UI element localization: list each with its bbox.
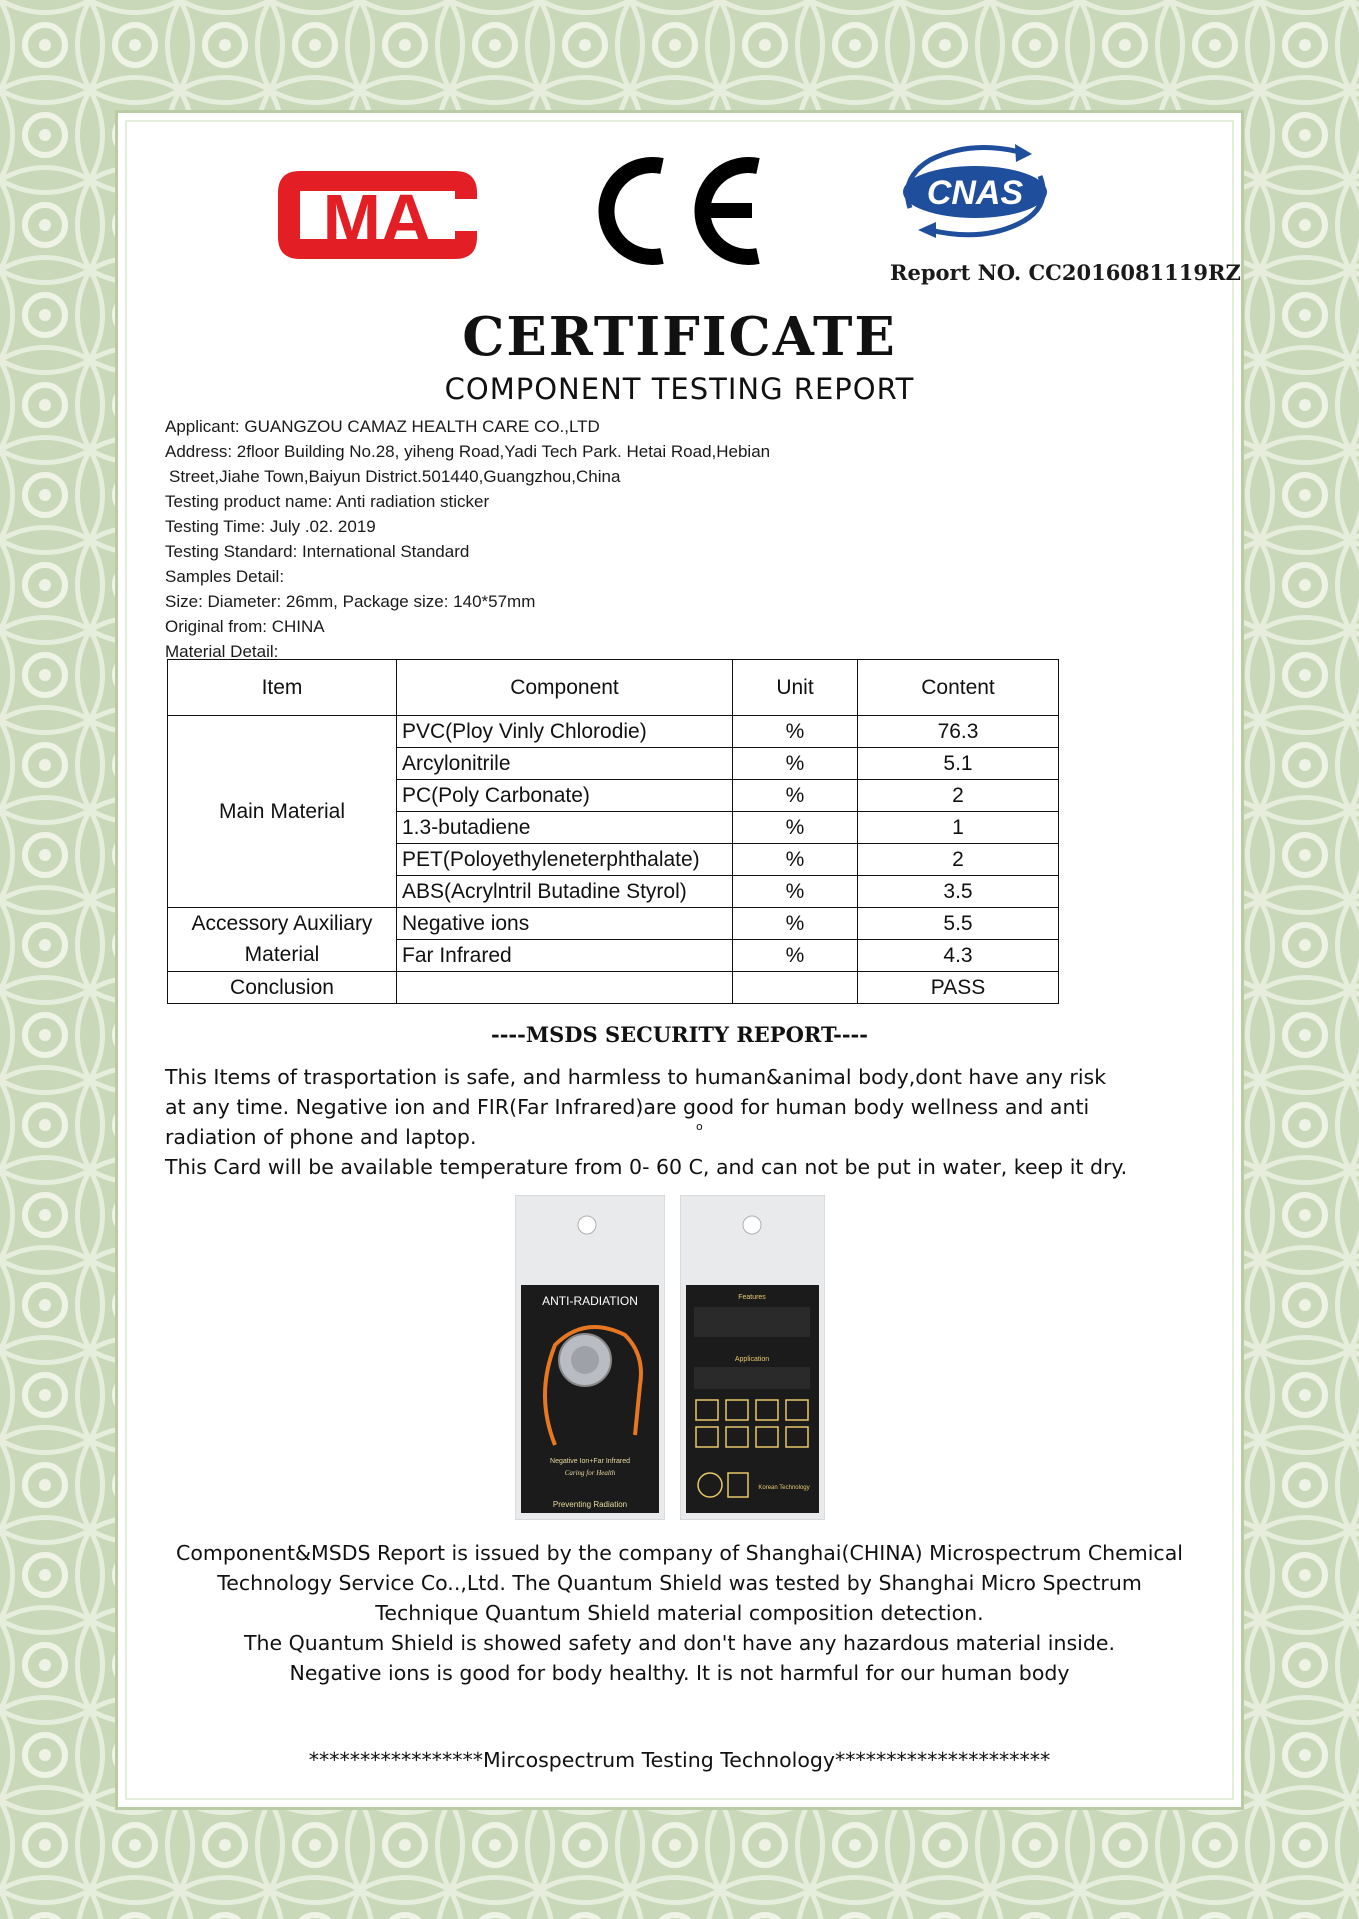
- product-back-image: [680, 1195, 825, 1520]
- content-cell: 2: [858, 844, 1059, 876]
- footer-statement: [0, 1538, 1359, 1688]
- footer-line-3: Technique Quantum Shield material composition detection.: [375, 1601, 984, 1625]
- footer-line-1: Component&MSDS Report is issued by the company of Shanghai(CHINA) Microspectrum Chemical: [176, 1541, 1183, 1565]
- table-row: [168, 940, 1059, 972]
- ce-logo: [590, 152, 770, 270]
- main-material-label: Main Material: [168, 716, 397, 908]
- component-cell: PET(Poloyethyleneterphthalate): [397, 844, 733, 876]
- component-cell: 1.3-butadiene: [397, 812, 733, 844]
- msds-line-4: This Card will be available temperature from 0- 60 C, and can not be put in water, keep it dry.: [165, 1155, 1128, 1179]
- content-cell: 4.3: [858, 940, 1059, 972]
- unit-cell: %: [733, 812, 858, 844]
- msds-line-2: at any time. Negative ion and FIR(Far Infrared)are good for human body wellness and anti: [165, 1095, 1090, 1119]
- content-cell: 76.3: [858, 716, 1059, 748]
- accessory-label-1: Accessory Auxiliary: [168, 908, 397, 940]
- component-cell: PVC(Ploy Vinly Chlorodie): [397, 716, 733, 748]
- front-label: ANTI-RADIATION: [542, 1294, 638, 1308]
- applicant-info: [165, 414, 925, 664]
- material-table: [167, 659, 1059, 1004]
- unit-cell: %: [733, 940, 858, 972]
- applicant-line: Applicant: GUANGZOU CAMAZ HEALTH CARE CO.,LTD: [165, 417, 600, 436]
- unit-cell: %: [733, 876, 858, 908]
- component-cell: ABS(Acrylntril Butadine Styrol): [397, 876, 733, 908]
- certificate-title: CERTIFICATE: [462, 306, 897, 368]
- content-cell: 1: [858, 812, 1059, 844]
- header-unit: Unit: [733, 660, 858, 716]
- component-cell: Far Infrared: [397, 940, 733, 972]
- footer-line-5: Negative ions is good for body healthy. It is not harmful for our human body: [289, 1661, 1070, 1685]
- svg-text:MA: MA: [322, 180, 432, 258]
- testing-standard-line: Testing Standard: International Standard: [165, 542, 470, 561]
- degree-mark: o: [696, 1120, 703, 1133]
- back-application: Application: [734, 1356, 770, 1363]
- component-cell: Arcylonitrile: [397, 748, 733, 780]
- component-cell: PC(Poly Carbonate): [397, 780, 733, 812]
- msds-line-3: radiation of phone and laptop.: [165, 1125, 477, 1149]
- msds-line-1: This Items of trasportation is safe, and harmless to human&animal body,dont have any risk: [165, 1065, 1107, 1089]
- signature-line: *****************Mircospectrum Testing Technology*********************: [308, 1748, 1051, 1772]
- msds-heading: ----MSDS SECURITY REPORT----: [490, 1022, 868, 1047]
- back-features: Features: [738, 1294, 766, 1301]
- header-component: Component: [397, 660, 733, 716]
- front-caption-3: Preventing Radiation: [552, 1500, 628, 1509]
- footer-line-4: The Quantum Shield is showed safety and don't have any hazardous material inside.: [244, 1631, 1115, 1655]
- unit-cell: %: [733, 780, 858, 812]
- unit-cell: %: [733, 844, 858, 876]
- material-detail-line: Material Detail:: [165, 642, 279, 661]
- empty-cell: [733, 972, 858, 1004]
- cma-logo: [270, 163, 485, 267]
- front-caption-2: Caring for Health: [564, 1469, 616, 1477]
- front-caption-1: Negative Ion+Far Infrared: [550, 1458, 630, 1465]
- samples-detail-line: Samples Detail:: [165, 567, 285, 586]
- table-header-row: [168, 660, 1059, 716]
- size-line: Size: Diameter: 26mm, Package size: 140*57mm: [165, 592, 536, 611]
- address-line-1: Address: 2floor Building No.28, yiheng Road,Yadi Tech Park. Hetai Road,Hebian: [165, 442, 771, 461]
- unit-cell: %: [733, 748, 858, 780]
- table-row: [168, 972, 1059, 1004]
- component-cell: Negative ions: [397, 908, 733, 940]
- unit-cell: %: [733, 716, 858, 748]
- header-content: Content: [858, 660, 1059, 716]
- msds-text: [165, 1062, 1205, 1182]
- accessory-label-2: Material: [168, 940, 397, 972]
- conclusion-value: PASS: [858, 972, 1059, 1004]
- report-number: Report NO. CC2016081119RZ: [890, 260, 1241, 285]
- content-cell: 5.1: [858, 748, 1059, 780]
- address-line-2: Street,Jiahe Town,Baiyun District.501440,Guangzhou,China: [169, 467, 621, 486]
- table-row: [168, 716, 1059, 748]
- certificate-subtitle: COMPONENT TESTING REPORT: [444, 372, 915, 406]
- product-front-image: [515, 1195, 665, 1520]
- content-cell: 3.5: [858, 876, 1059, 908]
- back-brand: Korean Technology: [758, 1485, 810, 1491]
- product-name-line: Testing product name: Anti radiation sticker: [165, 492, 490, 511]
- header-item: Item: [168, 660, 397, 716]
- content-cell: 2: [858, 780, 1059, 812]
- footer-line-2: Technology Service Co..,Ltd. The Quantum Shield was tested by Shanghai Micro Spectrum: [217, 1571, 1142, 1595]
- svg-text:CNAS: CNAS: [926, 174, 1024, 212]
- table-row: [168, 908, 1059, 940]
- cnas-logo: [890, 138, 1060, 244]
- content-cell: 5.5: [858, 908, 1059, 940]
- testing-time-line: Testing Time: July .02. 2019: [165, 517, 376, 536]
- origin-line: Original from: CHINA: [165, 617, 325, 636]
- unit-cell: %: [733, 908, 858, 940]
- empty-cell: [397, 972, 733, 1004]
- conclusion-label: Conclusion: [168, 972, 397, 1004]
